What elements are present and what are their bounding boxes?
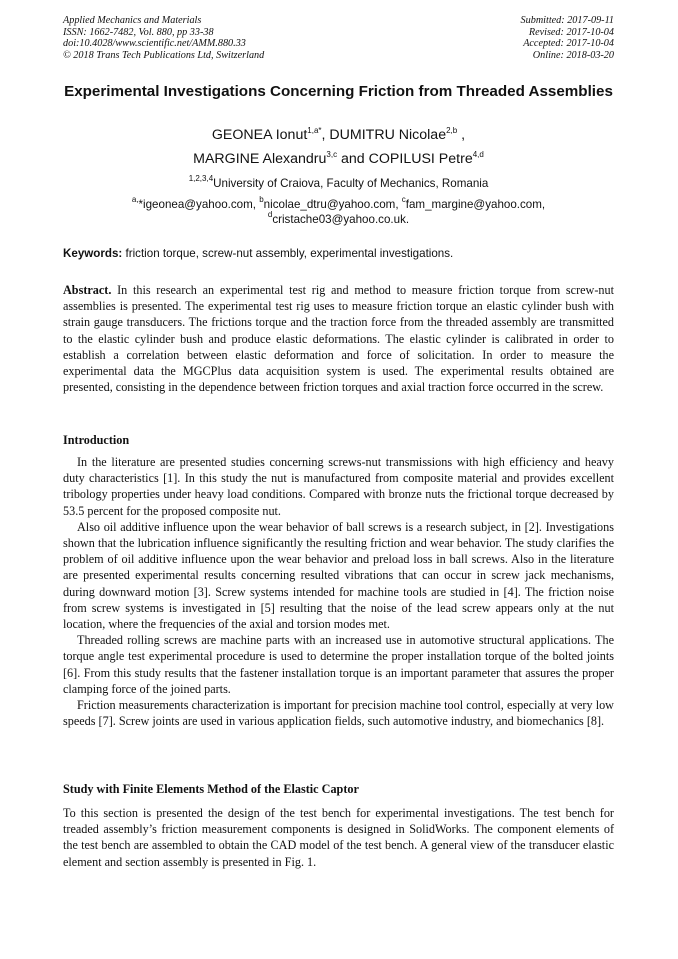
- author-name: GEONEA Ionut: [211, 127, 308, 143]
- author-name: MARGINE Alexandru: [193, 151, 327, 167]
- affiliation-sup: 1,2,3,4: [188, 174, 214, 183]
- paragraph: In the literature are presented studies concerning screws-nut transmissions with high efficiency and heavy duty characteristics [1]. In this study the nut is manufactured from composite material and provides excellent tribology properties under heavy load conditions. Compared with bronze nuts the frictional torque decreased by 53.5 percent for the proposed composite nut.: [63, 455, 614, 518]
- abstract-text: In this research an experimental test rig and method to measure friction torque from screw-nut assemblies is presented. The experimental test rig uses to measure friction torque an elastic cylinder bush with strain gauge transducers. The frictions torque and the traction force from the threaded assembly are transmitted to the elastic cylinder bush and produce elastic deformations. The elastic cylinder is calibrated in order to establish a correlation between elastic deformation and force of solicitation. In order to measure the experimental data the MGCPlus data acquisition system is used. The experimental results obtained are presented, consisting in the dependence between friction torques and axial traction force occurred in the screw.: [63, 283, 614, 395]
- author-list: GEONEA Ionut$^{1,a*}$, DUMITRU Nicolae$^{2,b}$ , MARGINE Alexandru$^{3,c}$ and COPILUSI Petre$^{4,d}$: [193, 126, 484, 167]
- submission-dates: [521, 15, 614, 61]
- paragraph: Also oil additive influence upon the wear behavior of ball screws is a research subject, in [2]. Investigations shown that the lubrication influence significantly the resulting friction and wear behavior. The study clarifies the problem of oil additive influence upon the wear behavior and preload loss in ball screws. Also in the literature are presented experimental results concerning resulted vibrations that can occur in screw jack mechanisms, during downward motion [3]. Screw systems intended for machine tools are studied in [4]. The friction noise from screw systems is investigated in [5] resulting that the noise of the lead screw appears only at the nut location, where the frequencies of the axial and torsion modes met.: [63, 519, 614, 632]
- copyright-line: © 2018 Trans Tech Publications Ltd, Switzerland: [63, 49, 265, 61]
- journal-name: Applied Mechanics and Materials: [63, 15, 202, 26]
- abstract-label: Abstract.: [63, 283, 112, 297]
- section-heading-fem: Study with Finite Elements Method of the Elastic Captor: [63, 782, 359, 796]
- section-heading-introduction: Introduction: [63, 433, 130, 447]
- author-sup: 4,d: [472, 150, 484, 159]
- email-link[interactable]: nicolae_dtru@yahoo.com,: [263, 198, 402, 211]
- author-and: and: [341, 151, 365, 167]
- paragraph: Friction measurements characterization is important for precision machine tool control, especially at very low speeds [7]. Screw joints are used in various application fields, such automotive industry, and biomechanics [8].: [63, 698, 614, 729]
- accepted-date: Accepted: 2017-10-04: [523, 38, 614, 50]
- author-name: DUMITRU Nicolae: [329, 127, 447, 143]
- paper-title: Experimental Investigations Concerning Friction from Threaded Assemblies: [64, 83, 613, 100]
- online-date: Online: 2018-03-20: [532, 49, 614, 61]
- keywords-label: Keywords:: [63, 247, 123, 260]
- journal-info: [63, 15, 264, 61]
- author-name: COPILUSI Petre: [368, 151, 473, 167]
- email-link[interactable]: *igeonea@yahoo.com,: [138, 198, 260, 211]
- keywords: [63, 246, 614, 261]
- author-emails: $^{a,}$*igeonea@yahoo.com, $^b$nicolae_dtru@yahoo.com, $^c$fam_margine@yahoo.com, $^d$cristache03@yahoo.co.uk.: [131, 195, 546, 226]
- fem-section-body: [63, 805, 614, 870]
- affiliation-text: University of Craiova, Faculty of Mechanics, Romania: [213, 177, 489, 190]
- introduction-body: [63, 454, 614, 729]
- email-link[interactable]: fam_margine@yahoo.com,: [405, 198, 546, 211]
- author-sup: 1,a*: [307, 126, 322, 135]
- author-sup: 3,c: [326, 150, 338, 159]
- issn-line: ISSN: 1662-7482, Vol. 880, pp 33-38: [63, 26, 214, 38]
- affiliation: [63, 176, 614, 191]
- keywords-text: friction torque, screw-nut assembly, experimental investigations.: [122, 247, 454, 260]
- author-sup: 2,b: [446, 126, 458, 135]
- email-link[interactable]: cristache03@yahoo.co.uk.: [272, 213, 410, 226]
- submitted-date: Submitted: 2017-09-11: [520, 15, 614, 26]
- doi-line: doi:10.4028/www.scientific.net/AMM.880.33: [63, 38, 246, 50]
- abstract: [63, 282, 614, 395]
- paragraph: To this section is presented the design of the test bench for experimental investigations. The test bench for treaded assembly’s friction measurement components is designed in SolidWorks. The component elements of the test bench are assembled to obtain the CAD model of the test bench. A general view of the transducer elastic element and section assembly is presented in Fig. 1.: [63, 806, 614, 869]
- paragraph: Threaded rolling screws are machine parts with an increased use in automotive structural applications. The torque angle test experimental procedure is used to determine the proper installation torque of the bolted joints [6]. From this study results that the fastener installation torque is an important parameter that assures the proper clamping force of the joined parts.: [63, 633, 614, 696]
- revised-date: Revised: 2017-10-04: [528, 26, 614, 38]
